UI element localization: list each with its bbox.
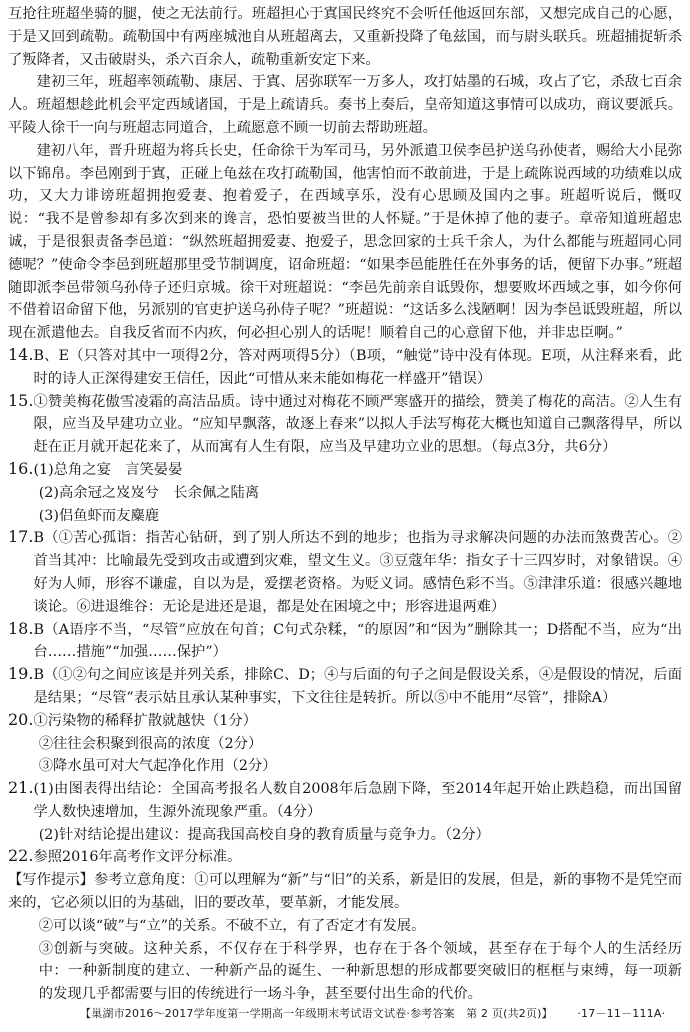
question-number: 15. <box>8 390 34 410</box>
footer-code: ·17－11－111A· <box>577 1007 666 1020</box>
answer-21 <box>8 778 682 824</box>
answer-page <box>8 3 682 1006</box>
passage-paragraph: 建初三年，班超率领疏勒、康居、于寘、居弥联军一万多人，攻打姑墨的石城，攻占了它，杀敌七百余人。班超想趁此机会平定西域诸国，于是上疏请兵。奏书上奏后，皇帝知道这事情可以成功，商议要派兵。平陵人徐干一向与班超志同道合，上疏愿意不顾一切前去帮助班超。 <box>8 74 682 136</box>
passage-paragraph: 建初八年，晋升班超为将兵长史，任命徐干为军司马，另外派遣卫侯李邑护送乌孙使者，赐给大小昆弥以下锦帛。李邑刚到于寘，正碰上龟兹在攻打疏勒国，他害怕而不敢前进，于是上疏陈说西域的功绩难以成功，又大力诽谤班超拥抱爱妻、抱着爱子，在西域享乐，没有心思顾及国内之事。班超听说后，慨叹说：“我不是曾参却有多次到来的谗言，恐怕要被当世的人怀疑。”于是休掉了他的妻子。章帝知道班超忠诚，于是很狠责备李邑道：“纵然班超拥爱妻、抱爱子，思念回家的士兵千余人，为什么都能与班超同心同德呢？”使命令李邑到班超那里受节制调度，诏命班超：“如果李邑能胜任在外事务的话，便留下办事。”班超随即派李邑带领乌孙侍子还归京城。徐干对班超说：“李邑先前亲自诋毁你，想要败坏西域之事，如今你何不借着诏命留下他，另派别的官吏护送乌孙侍子呢？”班超说：“这话多么浅陋啊！因为李邑诋毁班超，所以现在派遣他去。自我反省而不内疚，何必担心别人的话呢！顺着自己的心意留下他，并非忠臣啊。” <box>8 142 682 342</box>
answer-20 <box>8 710 682 733</box>
answer-14 <box>8 345 682 391</box>
answer-text: B（①苦心孤诣：指苦心钻研，到了别人所达不到的地步；也指为寻求解决问题的办法而煞费苦心。②首当其冲：比喻最先受到攻击或遭到灾难，望文生义。③豆蔻年华：指女子十三四岁时，对象错误。④好为人师，形容不谦虚，自以为是，爱摆老资格。为贬义词。感情色彩不当。⑤津津乐道：很感兴趣地谈论。⑥进退维谷：无论是进还是退，都是处在困境之中；形容进退两难） <box>33 530 682 615</box>
answer-18 <box>8 619 682 665</box>
answer-text: (1)总角之宴 言笑晏晏 <box>33 461 183 478</box>
writing-tip-intro: 参考立意角度：①可以理解为“新”与“旧”的关系，新是旧的发展，但是，新的事物不是凭空而来的，它必须以旧的为基础，旧的要改革，要革新，才能发展。 <box>8 872 683 912</box>
answer-text: ①赞美梅花傲雪凌霜的高洁品质。诗中通过对梅花不顾严寒盛开的描绘，赞美了梅花的高洁。②人生有限，应当及早建功立业。“应知早飘落，故逐上春来”以拟人手法写梅花大概也知道自己飘落得早，所以赶在正月就开起花来了，从而寓有人生有限，应当及早建功立业的思想。（每点3分，共6分） <box>33 393 682 456</box>
question-number: 16. <box>8 458 34 478</box>
answer-text: B、E（只答对其中一项得2分，答对两项得5分）（B项，“触觉”诗中没有体现。E项，从注释来看，此时的诗人正深得建安王信任，因此“可惜从来未能如梅花一样盛开”错误） <box>33 347 682 387</box>
answer-16 <box>8 459 682 482</box>
answer-text: (2)针对结论提出建议：提高我国高校自身的教育质量与竞争力。（2分） <box>38 826 490 843</box>
writing-tip-point: ③创新与突破。这种关系，不仅存在于科学界，也存在于各个领域，甚至存在于每个人的生活经历中：一种新制度的建立、一种新产品的诞生、一种新思想的形成都要突破旧的框框与束缚，每一项新的发现几乎都需要与旧的传统进行一场斗争，甚至要付出生命的代价。 <box>38 940 682 1003</box>
question-number: 17. <box>8 527 34 547</box>
question-number: 20. <box>8 709 34 729</box>
writing-tip-point: ②可以谈“破”与“立”的关系。不破不立，有了否定才有发展。 <box>38 917 426 934</box>
answer-text: ③降水虽可对大气起净化作用（2分） <box>38 758 277 775</box>
answer-text: ①污染物的稀释扩散就越快（1分） <box>33 712 258 729</box>
passage-paragraph: 互抢往班超坐骑的腿，使之无法前行。班超担心于寘国民终究不会听任他返回东部，又想完成自己的心愿，于是又回到疏勒。疏勒国中有两座城池自从班超离去，又重新投降了龟兹国，而与尉头联兵。班超捕捉斩杀了叛降者，又击破尉头，杀六百余人，疏勒重新安定下来。 <box>8 6 682 68</box>
answer-text: 参照2016年高考作文评分标准。 <box>33 849 242 866</box>
answer-text: (1)由图表得出结论：全国高考报名人数自2008年后急剧下降，至2014年起开始止跌趋稳，而出国留学人数快速增加，生源外流现象严重。（4分） <box>33 781 682 820</box>
answer-text: ②往往会积聚到很高的浓度（2分） <box>38 735 263 752</box>
answer-19 <box>8 664 682 710</box>
question-number: 14. <box>8 344 34 364</box>
answer-text: B（A语序不当，“尽管”应放在句首；C句式杂糅，“的原因”和“因为”删除其一；D搭配不当，应为“出台……措施”“加强……保护”） <box>33 621 682 661</box>
writing-tip-label: 【写作提示】 <box>8 872 94 889</box>
answer-22 <box>8 846 682 869</box>
answer-text: (3)侣鱼虾而友麋鹿 <box>38 507 160 524</box>
answer-17 <box>8 527 682 618</box>
answer-text: (2)高余冠之岌岌兮 长余佩之陆离 <box>38 484 260 501</box>
question-number: 19. <box>8 664 34 684</box>
answer-text: B（①②句之间应该是并列关系，排除C、D；④与后面的句子之间是假设关系，④是假设的情况，后面是结果；“尽管”表示姑且承认某种事实，下文往往是转折。所以⑤中不能用“尽管”，排除A） <box>33 667 682 706</box>
writing-tip <box>8 869 682 915</box>
question-number: 18. <box>8 618 34 638</box>
answer-15 <box>8 391 682 459</box>
question-number: 21. <box>8 778 34 798</box>
footer-text: 【巢湖市2016～2017学年度第一学期高一年级期末考试语文试卷·参考答案 第 2 页(共2页)】 <box>80 1007 548 1020</box>
page-footer <box>80 1005 665 1021</box>
question-number: 22. <box>8 846 34 866</box>
